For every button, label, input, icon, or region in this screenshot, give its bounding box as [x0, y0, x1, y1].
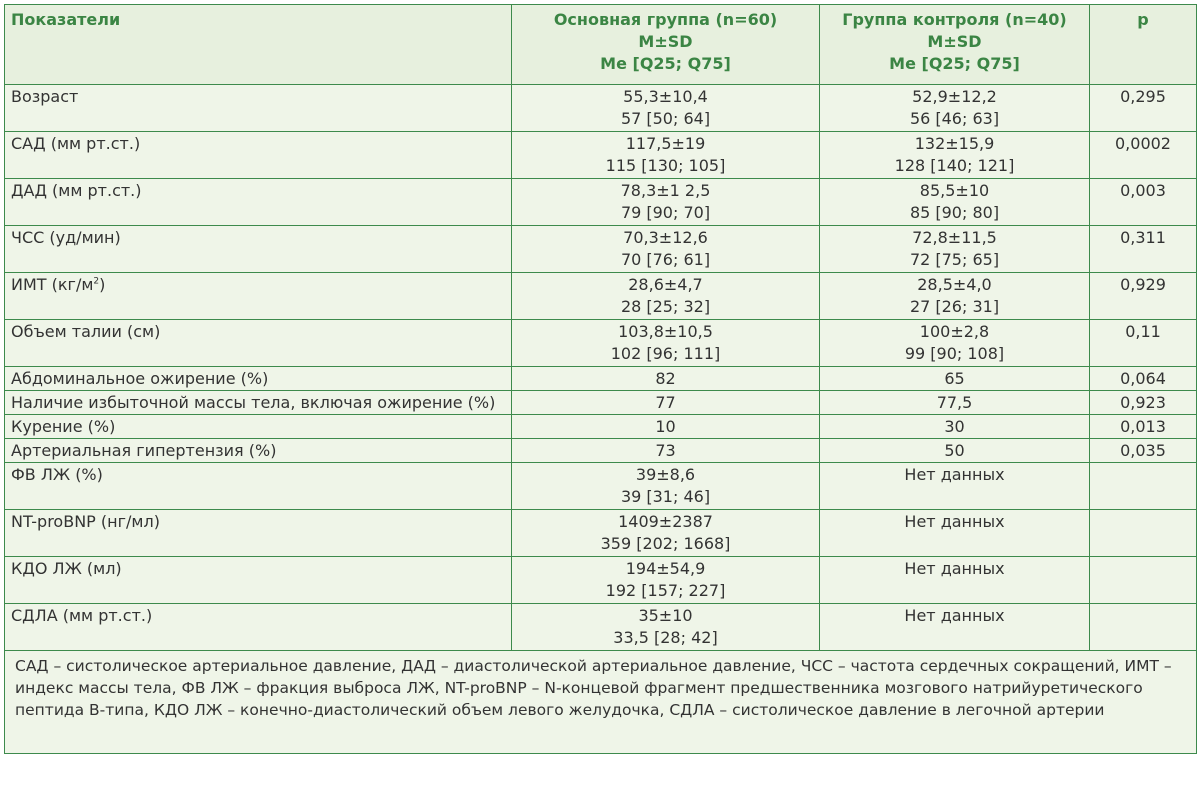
cell-text: 72,8±11,5 — [912, 228, 997, 247]
cell-text: 70,3±12,6 — [623, 228, 708, 247]
row-label — [5, 510, 512, 557]
cell-text: 0,064 — [1120, 369, 1166, 388]
cell-text: 99 [90; 108] — [904, 344, 1005, 363]
main-value — [512, 273, 820, 320]
table-row — [5, 132, 1197, 179]
header-indicators-text: Показатели — [11, 10, 121, 29]
main-value — [512, 510, 820, 557]
main-value — [512, 557, 820, 604]
main-value — [512, 367, 820, 391]
table-header — [5, 5, 1197, 85]
table-row — [5, 226, 1197, 273]
p-value — [1090, 557, 1197, 604]
cell-text: 39 [31; 46] — [620, 487, 711, 506]
main-value — [512, 320, 820, 367]
cell-text: 35±10 — [638, 606, 693, 625]
row-label — [5, 367, 512, 391]
control-value — [820, 463, 1090, 510]
cell-text: 85 [90; 80] — [909, 203, 1000, 222]
cell-text: 359 [202; 1668] — [600, 534, 731, 553]
cell-text: ) — [99, 275, 106, 294]
main-value — [512, 179, 820, 226]
header-control-title: Группа контроля (n=40) — [842, 10, 1067, 29]
cell-text: 100±2,8 — [919, 322, 990, 341]
main-value — [512, 132, 820, 179]
cell-text: 2 — [93, 276, 100, 287]
cell-text: 0,929 — [1120, 275, 1166, 294]
p-value — [1090, 132, 1197, 179]
table-row — [5, 391, 1197, 415]
header-control-msd: M±SD — [927, 32, 982, 51]
cell-text: Объем талии (см) — [11, 322, 161, 341]
footnote-row — [5, 651, 1197, 754]
cell-text: ФВ ЛЖ (%) — [11, 465, 103, 484]
row-label — [5, 179, 512, 226]
p-value — [1090, 415, 1197, 439]
cell-text: 0,11 — [1125, 322, 1161, 341]
control-value — [820, 85, 1090, 132]
table-row — [5, 510, 1197, 557]
cell-text: 192 [157; 227] — [605, 581, 726, 600]
control-value — [820, 273, 1090, 320]
header-row — [5, 5, 1197, 85]
cell-text: 0,003 — [1120, 181, 1166, 200]
table-row — [5, 179, 1197, 226]
cell-text: 85,5±10 — [919, 181, 990, 200]
cell-text: 28 [25; 32] — [620, 297, 711, 316]
cell-text: 1409±2387 — [618, 512, 713, 531]
cell-text: 28,6±4,7 — [628, 275, 703, 294]
cell-text: Артериальная гипертензия (%) — [11, 441, 277, 460]
row-label — [5, 132, 512, 179]
row-label — [5, 557, 512, 604]
cell-text: 65 — [944, 369, 965, 388]
main-value — [512, 463, 820, 510]
cell-text: NT-proBNP (нг/мл) — [11, 512, 160, 531]
cell-text: 78,3±1 2,5 — [620, 181, 711, 200]
cell-text: 82 — [655, 369, 676, 388]
table-row — [5, 273, 1197, 320]
main-value — [512, 391, 820, 415]
cell-text: 39±8,6 — [635, 465, 696, 484]
table-container — [4, 4, 1196, 787]
control-value — [820, 320, 1090, 367]
table-row — [5, 320, 1197, 367]
cell-text: 79 [90; 70] — [620, 203, 711, 222]
cell-text: 77 — [655, 393, 676, 412]
cell-text: 57 [50; 64] — [620, 109, 711, 128]
cell-text: 28,5±4,0 — [917, 275, 992, 294]
control-value — [820, 179, 1090, 226]
header-main-title: Основная группа (n=60) — [553, 10, 778, 29]
cell-text: 73 — [655, 441, 676, 460]
cell-text: 0,013 — [1120, 417, 1166, 436]
header-control-me: Me [Q25; Q75] — [889, 54, 1020, 73]
p-value — [1090, 391, 1197, 415]
row-label — [5, 273, 512, 320]
data-table — [4, 4, 1197, 754]
footnote — [5, 651, 1197, 754]
cell-text: 72 [75; 65] — [909, 250, 1000, 269]
cell-text: Нет данных — [904, 465, 1005, 484]
p-value — [1090, 320, 1197, 367]
cell-text: 33,5 [28; 42] — [613, 628, 718, 647]
header-main-group — [512, 5, 820, 85]
header-main-msd: M±SD — [638, 32, 693, 51]
control-value — [820, 557, 1090, 604]
main-value — [512, 439, 820, 463]
row-label — [5, 391, 512, 415]
cell-text: СДЛА (мм рт.ст.) — [11, 606, 153, 625]
p-value — [1090, 510, 1197, 557]
cell-text: 0,295 — [1120, 87, 1166, 106]
cell-text: ИМТ (кг/м — [11, 275, 94, 294]
control-value — [820, 367, 1090, 391]
cell-text: 128 [140; 121] — [894, 156, 1015, 175]
cell-text: 70 [76; 61] — [620, 250, 711, 269]
cell-text: 0,035 — [1120, 441, 1166, 460]
cell-text: Нет данных — [904, 606, 1005, 625]
table-row — [5, 415, 1197, 439]
table-row — [5, 604, 1197, 651]
cell-text: Возраст — [11, 87, 79, 106]
p-value — [1090, 226, 1197, 273]
header-p — [1090, 5, 1197, 85]
cell-text: 10 — [655, 417, 676, 436]
cell-text: 103,8±10,5 — [618, 322, 713, 341]
cell-text: 56 [46; 63] — [909, 109, 1000, 128]
p-value — [1090, 273, 1197, 320]
table-row — [5, 463, 1197, 510]
row-label — [5, 415, 512, 439]
header-control-group — [820, 5, 1090, 85]
p-value — [1090, 367, 1197, 391]
control-value — [820, 604, 1090, 651]
row-label — [5, 85, 512, 132]
cell-text: 115 [130; 105] — [605, 156, 726, 175]
table-row — [5, 557, 1197, 604]
cell-text: 132±15,9 — [914, 134, 995, 153]
cell-text: 77,5 — [936, 393, 973, 412]
cell-text: 0,311 — [1120, 228, 1166, 247]
control-value — [820, 391, 1090, 415]
p-value — [1090, 85, 1197, 132]
cell-text: 52,9±12,2 — [912, 87, 997, 106]
cell-text: Нет данных — [904, 559, 1005, 578]
row-label — [5, 604, 512, 651]
control-value — [820, 415, 1090, 439]
row-label — [5, 439, 512, 463]
cell-text: Наличие избыточной массы тела, включая ожирение (%) — [11, 393, 496, 412]
cell-text: Нет данных — [904, 512, 1005, 531]
cell-text: Курение (%) — [11, 417, 116, 436]
cell-text: 117,5±19 — [625, 134, 706, 153]
table-row — [5, 85, 1197, 132]
cell-text: ЧСС (уд/мин) — [11, 228, 121, 247]
row-label — [5, 463, 512, 510]
cell-text: 102 [96; 111] — [610, 344, 721, 363]
footnote-text: САД – систолическое артериальное давление, ДАД – диастолической артериальное давление, ЧСС – частота сердечных сокращений, ИМТ – индекс массы тела, ФВ ЛЖ – фракция выброса ЛЖ, NT-proBNP – N-концевой фрагмент предшественника мозгового натрийуретического пептида B-типа, КДО ЛЖ – конечно-диастолический объем левого желудочка, СДЛА – систолическое давление в легочной артерии — [15, 657, 1172, 719]
cell-text: 0,923 — [1120, 393, 1166, 412]
control-value — [820, 226, 1090, 273]
cell-text: 0,0002 — [1115, 134, 1171, 153]
p-value — [1090, 179, 1197, 226]
p-value — [1090, 439, 1197, 463]
main-value — [512, 415, 820, 439]
cell-text: САД (мм рт.ст.) — [11, 134, 141, 153]
cell-text: 55,3±10,4 — [623, 87, 708, 106]
cell-text: 194±54,9 — [625, 559, 706, 578]
p-value — [1090, 463, 1197, 510]
p-value — [1090, 604, 1197, 651]
header-indicators — [5, 5, 512, 85]
row-label — [5, 226, 512, 273]
main-value — [512, 226, 820, 273]
control-value — [820, 132, 1090, 179]
cell-text: 30 — [944, 417, 965, 436]
table-row — [5, 367, 1197, 391]
cell-text: 27 [26; 31] — [909, 297, 1000, 316]
main-value — [512, 604, 820, 651]
table-row — [5, 439, 1197, 463]
header-p-text: p — [1137, 10, 1149, 29]
control-value — [820, 439, 1090, 463]
main-value — [512, 85, 820, 132]
cell-text: КДО ЛЖ (мл) — [11, 559, 122, 578]
header-main-me: Me [Q25; Q75] — [600, 54, 731, 73]
cell-text: ДАД (мм рт.ст.) — [11, 181, 142, 200]
row-label — [5, 320, 512, 367]
control-value — [820, 510, 1090, 557]
cell-text: 50 — [944, 441, 965, 460]
cell-text: Абдоминальное ожирение (%) — [11, 369, 269, 388]
table-body — [5, 85, 1197, 754]
